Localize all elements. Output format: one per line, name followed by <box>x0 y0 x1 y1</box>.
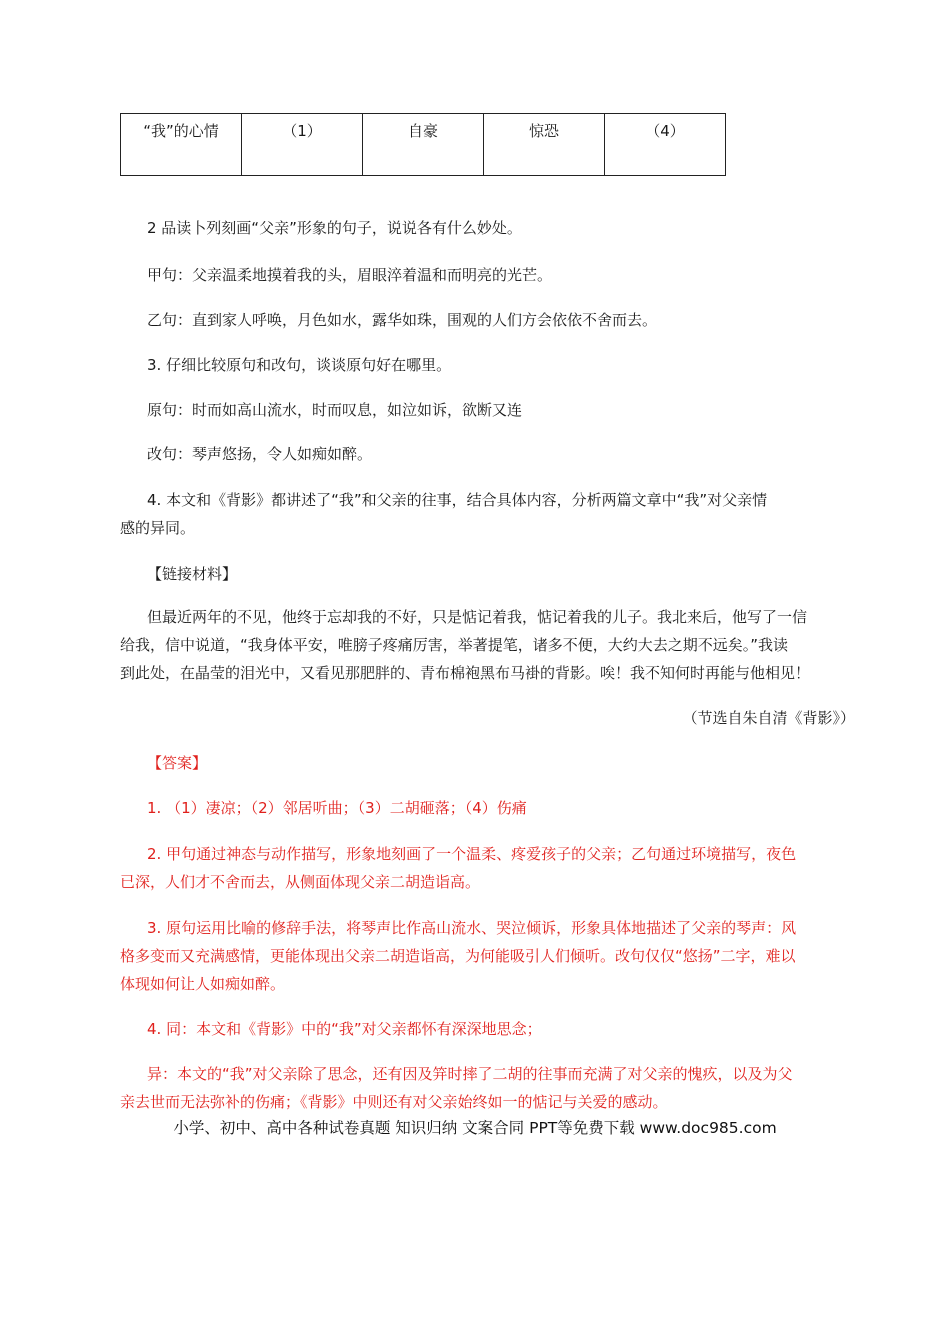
answer-2-line-2: 已深，人们才不舍而去，从侧面体现父亲二胡造诣高。 <box>120 873 481 891</box>
table-cell-2: 自豪 <box>363 114 484 176</box>
table-cell-3: 惊恐 <box>484 114 605 176</box>
question-4-line-1: 4. 本文和《背影》都讲述了“我”和父亲的往事，结合具体内容，分析两篇文章中“我”对父亲情 <box>147 491 768 509</box>
answer-3-line-1: 3. 原句运用比喻的修辞手法，将琴声比作高山流水、哭泣倾诉，形象具体地描述了父亲的琴声：风 <box>147 919 797 937</box>
link-material-source: （节选自朱自清《背影》） <box>682 709 855 727</box>
table-row <box>121 114 726 176</box>
answer-title: 【答案】 <box>147 754 208 772</box>
answer-4-line-3: 亲去世而无法弥补的伤痛；《背影》中则还有对父亲始终如一的惦记与关爱的感动。 <box>120 1093 668 1111</box>
table-cell-1: （1） <box>242 114 363 176</box>
answer-2-line-1: 2. 甲句通过神态与动作描写，形象地刻画了一个温柔、疼爱孩子的父亲；乙句通过环境描写，夜色 <box>147 845 797 863</box>
question-3: 3. 仔细比较原句和改句，谈谈原句好在哪里。 <box>147 356 452 374</box>
answer-4-line-1: 4. 同：本文和《背影》中的“我”对父亲都怀有深深地思念； <box>147 1020 542 1038</box>
question-3-revised: 改句：琴声悠扬，令人如痴如醉。 <box>147 445 373 463</box>
question-2-sentence-b: 乙句：直到家人呼唤，月色如水，露华如珠，围观的人们方会依依不舍而去。 <box>147 311 658 329</box>
link-material-line-1: 但最近两年的不见，他终于忘却我的不好，只是惦记着我，惦记着我的儿子。我北来后，他写了一信 <box>147 608 808 626</box>
mood-table <box>120 113 726 176</box>
question-4-line-2: 感的异同。 <box>120 519 196 537</box>
link-material-title: 【链接材料】 <box>147 565 238 583</box>
table-cell-4: （4） <box>605 114 726 176</box>
question-2-sentence-a: 甲句：父亲温柔地摸着我的头，眉眼淬着温和而明亮的光芒。 <box>147 266 553 284</box>
table-cell-header: “我”的心情 <box>121 114 242 176</box>
answer-3-line-2: 格多变而又充满感情，更能体现出父亲二胡造诣高，为何能吸引人们倾听。改句仅仅“悠扬”二字，难以 <box>120 947 796 965</box>
question-2: 2 品读卜列刻画“父亲”形象的句子，说说各有什么妙处。 <box>147 219 522 237</box>
question-3-original: 原句：时而如高山流水，时而叹息，如泣如诉，欲断又连 <box>147 401 523 419</box>
answer-3-line-3: 体现如何让人如痴如醉。 <box>120 975 286 993</box>
answer-4-line-2: 异：本文的“我”对父亲除了思念，还有因及笄时摔了二胡的往事而充满了对父亲的愧疚，以及为父 <box>147 1065 793 1083</box>
answer-1: 1. （1）凄凉；（2）邻居听曲；（3）二胡砸落；（4）伤痛 <box>147 799 527 817</box>
link-material-line-3: 到此处，在晶莹的泪光中，又看见那肥胖的、青布棉袍黑布马褂的背影。唉！我不知何时再能与他相见！ <box>120 664 811 682</box>
link-material-line-2: 给我，信中说道，“我身体平安，唯膀子疼痛厉害，举著提笔，诸多不便，大约大去之期不远矣。”我读 <box>120 636 789 654</box>
footer-banner: 小学、初中、高中各种试卷真题 知识归纳 文案合同 PPT等免费下载 www.doc985.com <box>173 1119 777 1137</box>
